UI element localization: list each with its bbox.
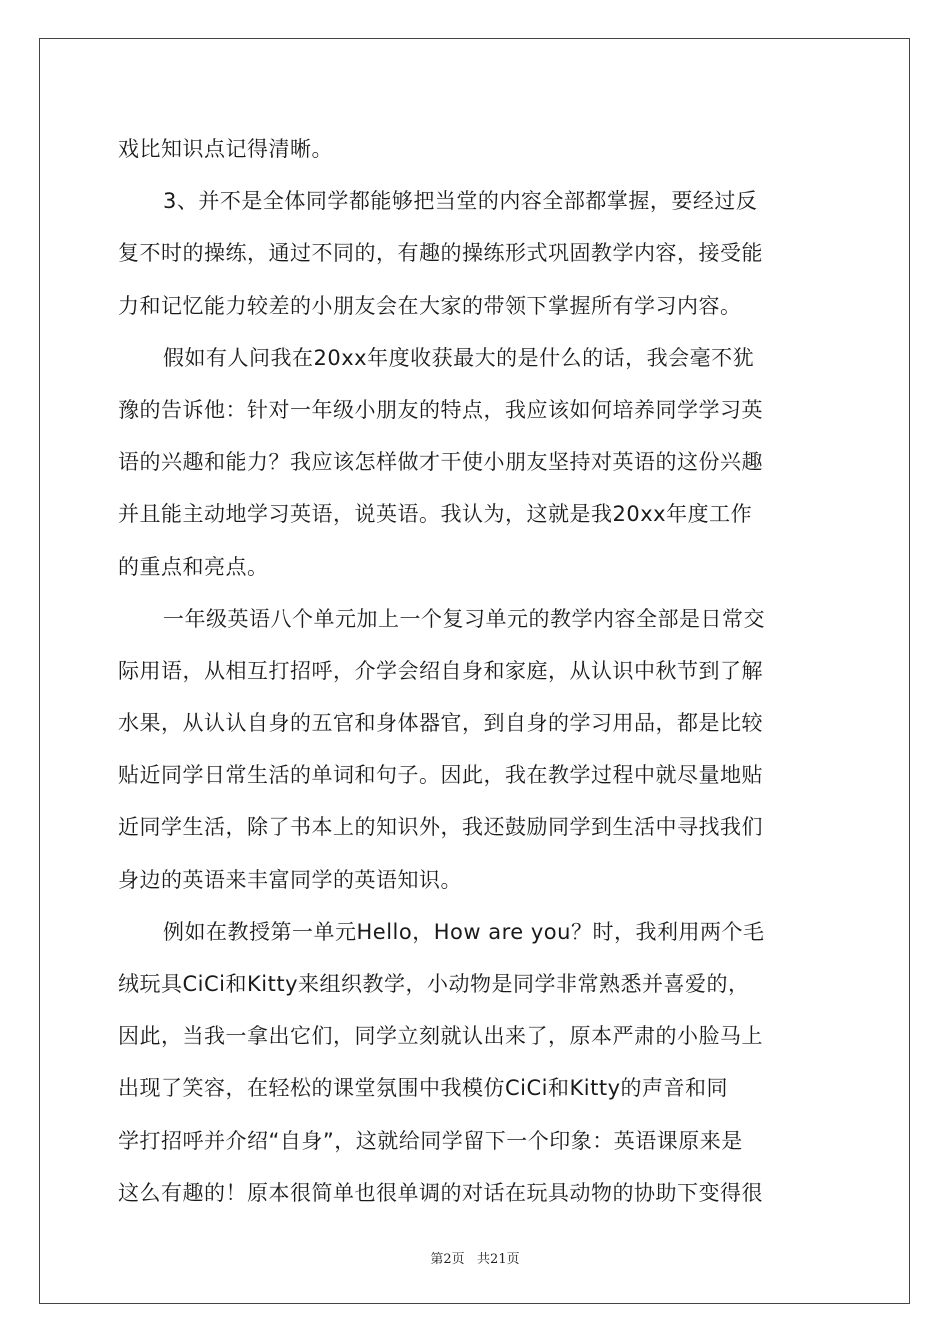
- text-line: 力和记忆能力较差的小朋友会在大家的带领下掌握所有学习内容。: [118, 293, 742, 318]
- text-line: 例如在教授第一单元Hello，How are you？时，我利用两个毛: [163, 919, 765, 944]
- text-line: 3、并不是全体同学都能够把当堂的内容全部都掌握，要经过反: [163, 189, 758, 214]
- text-line: 戏比知识点记得清晰。: [118, 137, 333, 161]
- text-line: 假如有人问我在20xx年度收获最大的是什么的话，我会毫不犹: [163, 345, 755, 370]
- document-body: [118, 123, 838, 1219]
- text-line: 语的兴趣和能力？我应该怎样做才干使小朋友坚持对英语的这份兴趣: [118, 450, 763, 475]
- text-line: 学打招呼并介绍“自身”，这就给同学留下一个印象：英语课原来是: [118, 1128, 743, 1153]
- text-line: 近同学生活，除了书本上的知识外，我还鼓励同学到生活中寻找我们: [118, 815, 763, 840]
- text-line: 际用语，从相互打招呼，介学会绍自身和家庭，从认识中秋节到了解: [118, 658, 763, 683]
- text-line: 贴近同学日常生活的单词和句子。因此，我在教学过程中就尽量地贴: [118, 763, 763, 788]
- page-number-footer: 第2页 共21页: [430, 1252, 520, 1267]
- text-line: 复不时的操练，通过不同的，有趣的操练形式巩固教学内容，接受能: [118, 241, 763, 266]
- text-line: 绒玩具CiCi和Kitty来组织教学，小动物是同学非常熟悉并喜爱的，: [118, 972, 750, 996]
- text-line: 水果，从认认自身的五官和身体器官，到自身的学习用品，都是比较: [118, 711, 763, 736]
- text-line: 豫的告诉他：针对一年级小朋友的特点，我应该如何培养同学学习英: [118, 397, 763, 422]
- text-line: 并且能主动地学习英语，说英语。我认为，这就是我20xx年度工作: [118, 502, 753, 527]
- text-line: 这么有趣的！原本很简单也很单调的对话在玩具动物的协助下变得很: [118, 1180, 763, 1205]
- text-line: 出现了笑容，在轻松的课堂氛围中我模仿CiCi和Kitty的声音和同: [118, 1076, 728, 1101]
- text-line: 因此，当我一拿出它们，同学立刻就认出来了，原本严肃的小脸马上: [118, 1024, 763, 1049]
- text-line: 身边的英语来丰富同学的英语知识。: [118, 867, 462, 892]
- text-line: 的重点和亮点。: [118, 554, 269, 579]
- text-line: 一年级英语八个单元加上一个复习单元的教学内容全部是日常交: [163, 606, 765, 631]
